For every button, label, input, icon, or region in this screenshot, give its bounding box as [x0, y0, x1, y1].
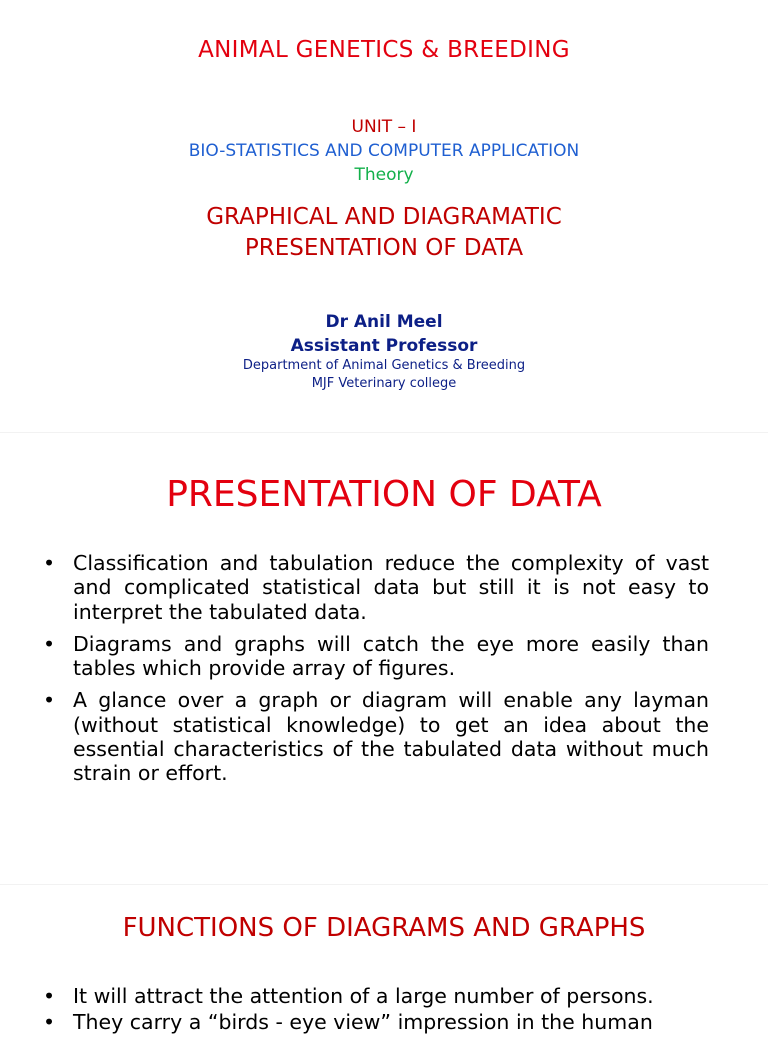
list-item: [43, 984, 709, 1008]
bullet-icon: •: [43, 688, 56, 713]
bullet-list: [43, 551, 709, 794]
slide-divider: [0, 884, 768, 885]
topic-line-1: GRAPHICAL AND DIAGRAMATIC: [206, 204, 562, 230]
bullet-text: Classification and tabulation reduce the complexity of vast and complicated statistical data but still it is not easy to interpret the tabulated data.: [73, 551, 709, 624]
list-item: [43, 688, 709, 785]
slide-title: PRESENTATION OF DATA: [166, 474, 602, 515]
author-designation: Assistant Professor: [290, 336, 478, 356]
slide-divider: [0, 432, 768, 433]
bullet-list: [43, 984, 709, 1043]
functions-slide: [0, 890, 768, 1035]
bullet-text: Diagrams and graphs will catch the eye more easily than tables which provide array of figures.: [73, 631, 709, 681]
type-label: Theory: [354, 165, 414, 185]
topic-line-2: PRESENTATION OF DATA: [244, 235, 524, 261]
department-label: Department of Animal Genetics & Breeding: [242, 358, 526, 373]
list-item: [43, 632, 709, 681]
bullet-icon: •: [43, 1010, 56, 1035]
bullet-icon: •: [43, 984, 56, 1008]
bullet-text: It will attract the attention of a large number of persons.: [73, 984, 654, 1008]
author-name: Dr Anil Meel: [325, 312, 443, 332]
list-item: [43, 551, 709, 624]
course-title: ANIMAL GENETICS & BREEDING: [198, 37, 570, 63]
bullet-text: A glance over a graph or diagram will enable any layman (without statistical knowledge) to get an idea about the essential characteristics of the tabulated data without much strain or effort.: [73, 688, 709, 786]
subject-label: BIO-STATISTICS AND COMPUTER APPLICATION: [188, 141, 580, 161]
presentation-of-data-slide: [0, 442, 768, 882]
slide-title: FUNCTIONS OF DIAGRAMS AND GRAPHS: [122, 913, 646, 943]
bullet-icon: •: [43, 551, 56, 575]
list-item: [43, 1010, 709, 1034]
bullet-text: They carry a “birds - eye view” impression in the human: [73, 1010, 653, 1035]
unit-label: UNIT – I: [351, 117, 417, 137]
bullet-icon: •: [43, 631, 56, 656]
college-label: MJF Veterinary college: [311, 376, 457, 391]
title-slide: [0, 0, 768, 420]
